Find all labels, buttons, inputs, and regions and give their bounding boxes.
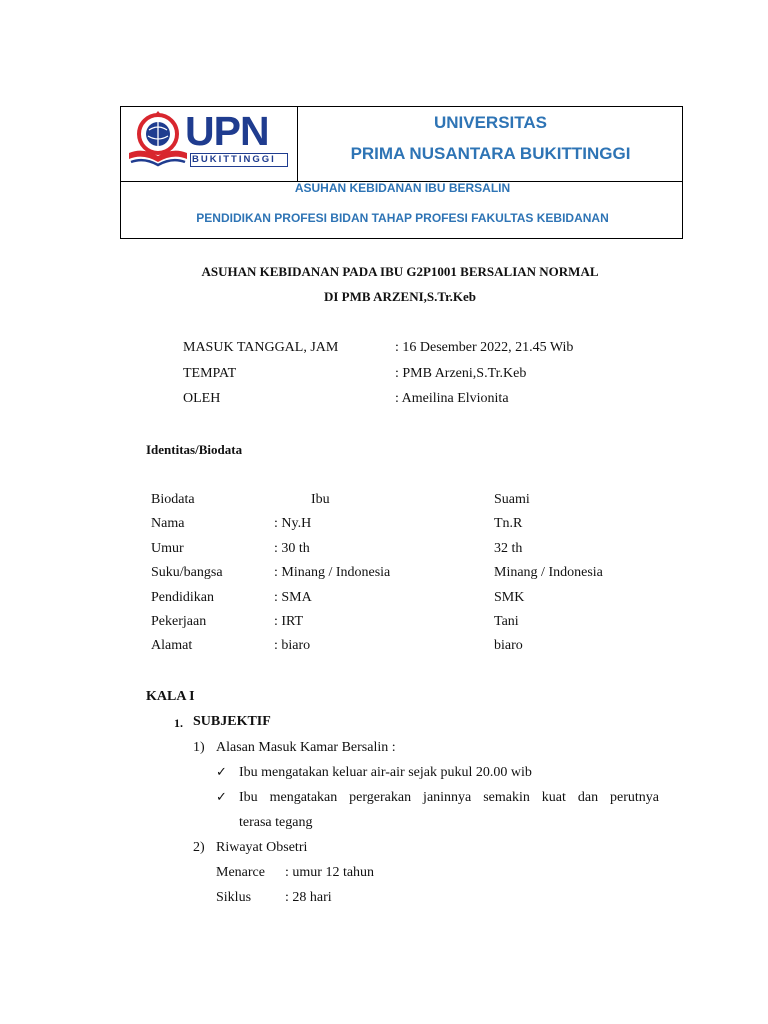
- section-heading: SUBJEKTIF: [193, 714, 271, 729]
- biodata-row-husband: 32 th: [494, 541, 523, 556]
- biodata-row-husband: biaro: [494, 638, 523, 653]
- header-box: [120, 106, 683, 239]
- identity-heading: Identitas/Biodata: [146, 442, 243, 457]
- subtitle-line1: ASUHAN KEBIDANAN IBU BERSALIN: [294, 181, 511, 195]
- biodata-row-label: Alamat: [151, 638, 193, 653]
- biodata-row-label: Umur: [151, 541, 184, 556]
- admission-value: : PMB Arzeni,S.Tr.Keb: [395, 366, 527, 381]
- logo-subtext: BUKITTINGGI: [192, 154, 276, 165]
- biodata-row-mother: : biaro: [274, 638, 311, 653]
- admission-label: MASUK TANGGAL, JAM: [183, 340, 339, 355]
- document-title-line2: DI PMB ARZENI,S.Tr.Keb: [323, 289, 477, 304]
- check-icon: ✓: [216, 765, 227, 780]
- biodata-row-husband: Tani: [494, 614, 519, 629]
- biodata-row-husband: Tn.R: [494, 516, 523, 531]
- globe-book-icon: [127, 109, 189, 171]
- university-line2: PRIMA NUSANTARA BUKITTINGGI: [350, 144, 631, 163]
- biodata-row-mother: : 30 th: [274, 541, 310, 556]
- list-item-text: Alasan Masuk Kamar Bersalin :: [216, 740, 396, 755]
- section-number: 1.: [174, 716, 183, 730]
- obstetric-value: : umur 12 tahun: [285, 865, 375, 880]
- list-item-number: 2): [193, 840, 205, 855]
- admission-label: OLEH: [183, 391, 221, 406]
- university-line1: UNIVERSITAS: [433, 113, 548, 132]
- biodata-row-mother: : SMA: [274, 590, 312, 605]
- admission-value: : 16 Desember 2022, 21.45 Wib: [395, 340, 574, 355]
- biodata-row-husband: Minang / Indonesia: [494, 565, 603, 580]
- biodata-row-mother: : Ny.H: [274, 516, 312, 531]
- biodata-row-mother: : Minang / Indonesia: [274, 565, 391, 580]
- biodata-row-label: Pekerjaan: [151, 614, 207, 629]
- obstetric-label: Menarce: [216, 865, 265, 880]
- obstetric-label: Siklus: [216, 890, 252, 905]
- kala-heading: KALA I: [146, 689, 195, 704]
- biodata-row-label: Suku/bangsa: [151, 565, 223, 580]
- admission-value: : Ameilina Elvionita: [395, 391, 509, 406]
- biodata-row-label: Pendidikan: [151, 590, 214, 605]
- list-item-text: Riwayat Obsetri: [216, 840, 308, 855]
- logo-cell: [121, 107, 298, 181]
- biodata-header-husband: Suami: [494, 492, 530, 507]
- bullet-text: Ibu mengatakan pergerakan janinnya semakin kuat dan perutnya: [239, 790, 659, 805]
- biodata-row-label: Nama: [151, 516, 185, 531]
- subtitle-line2: PENDIDIKAN PROFESI BIDAN TAHAP PROFESI FAKULTAS KEBIDANAN: [196, 211, 609, 225]
- bullet-text: Ibu mengatakan keluar air-air sejak pukul 20.00 wib: [239, 765, 532, 780]
- bullet-text-continued: terasa tegang: [239, 815, 313, 830]
- admission-label: TEMPAT: [183, 366, 237, 381]
- biodata-row-husband: SMK: [494, 590, 525, 605]
- document-title-line1: ASUHAN KEBIDANAN PADA IBU G2P1001 BERSALIAN NORMAL: [201, 264, 599, 279]
- list-item-number: 1): [193, 740, 205, 755]
- logo-text: UPN: [185, 108, 269, 154]
- obstetric-value: : 28 hari: [285, 890, 332, 905]
- biodata-row-mother: : IRT: [274, 614, 304, 629]
- check-icon: ✓: [216, 790, 227, 805]
- biodata-header-label: Biodata: [151, 492, 195, 507]
- biodata-header-mother: Ibu: [311, 492, 330, 507]
